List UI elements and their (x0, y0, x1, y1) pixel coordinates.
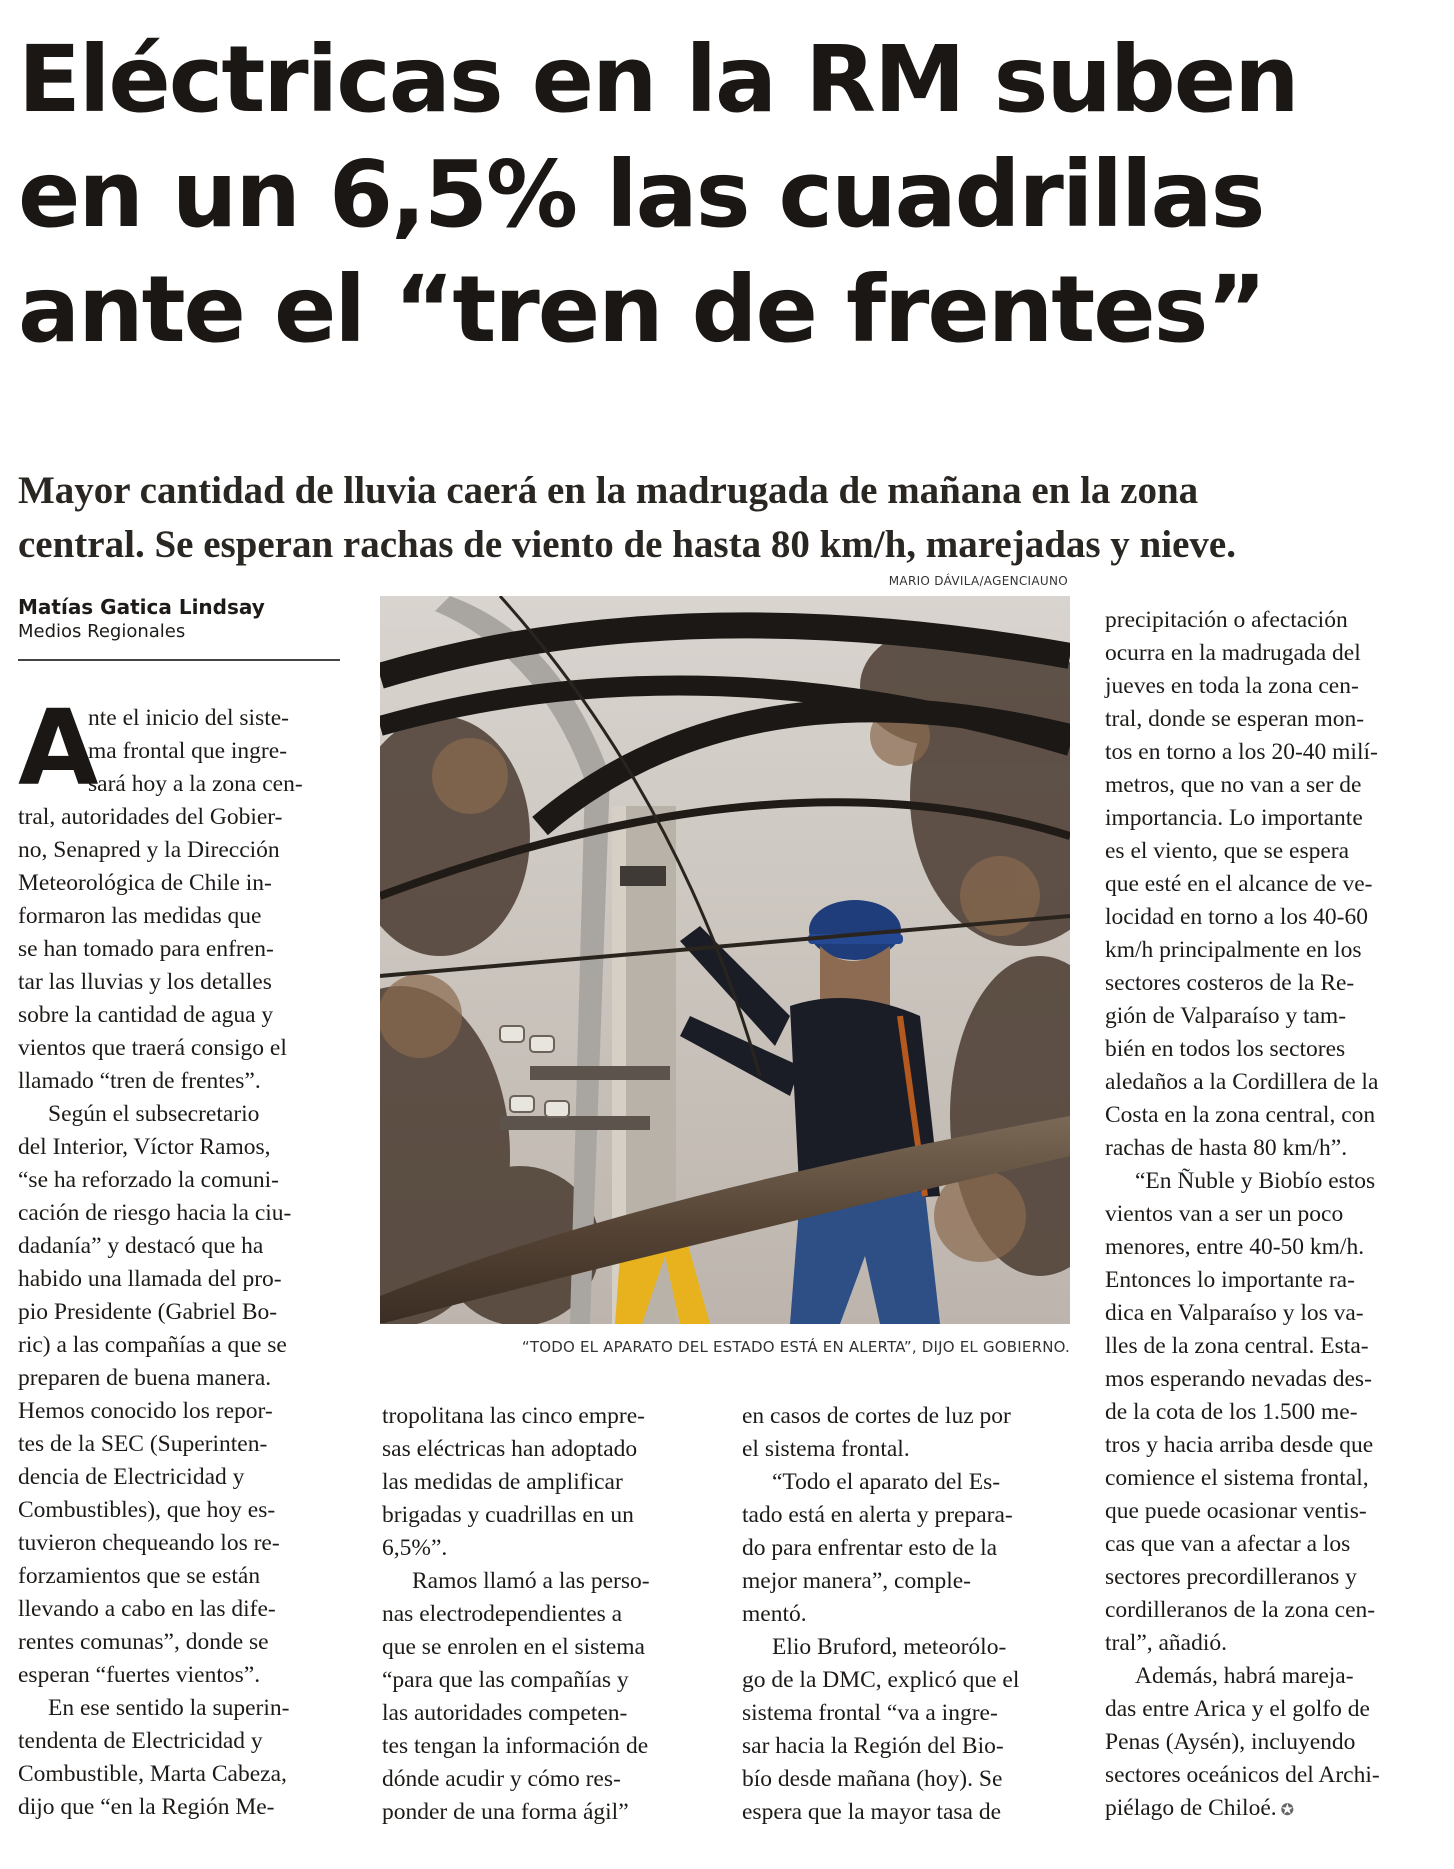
headline-line: Eléctricas en la RM suben (18, 26, 1298, 133)
article-line: jueves en toda la zona cen- (1105, 673, 1359, 699)
article-line: menores, entre 40-50 km/h. (1105, 1234, 1365, 1260)
article-line: tes tengan la información de (382, 1733, 649, 1759)
article-line: gión de Valparaíso y tam- (1105, 1003, 1347, 1029)
article-line: tar las lluvias y los detalles (18, 969, 272, 995)
article-line: tral, donde se esperan mon- (1105, 706, 1365, 732)
news-photo (380, 596, 1070, 1324)
article-line: precipitación o afectación (1105, 607, 1348, 633)
article-line: formaron las medidas que (18, 903, 262, 929)
article-line: ric) a las compañías a que se (18, 1332, 287, 1358)
article-line: Entonces lo importante ra- (1105, 1267, 1355, 1293)
article-line: sas eléctricas han adoptado (382, 1436, 638, 1462)
article-column-2 (382, 1400, 712, 1829)
deck-line: central. Se esperan rachas de viento de hasta 80 km/h, marejadas y nieve. (18, 523, 1236, 566)
article-line: Además, habrá mareja- (1135, 1663, 1354, 1689)
article-line: en casos de cortes de luz por (742, 1403, 1011, 1429)
article-line: ocurra en la madrugada del (1105, 640, 1361, 666)
article-line: es el viento, que se espera (1105, 838, 1350, 864)
article-line: metros, que no van a ser de (1105, 772, 1362, 798)
article-line: pio Presidente (Gabriel Bo- (18, 1299, 278, 1325)
article-line: Ramos llamó a las perso- (412, 1568, 650, 1594)
article-line: bién en todos los sectores (1105, 1036, 1346, 1062)
end-of-article-icon: ✪ (1276, 1802, 1295, 1819)
article-line: ponder de una forma ágil” (382, 1799, 629, 1825)
article-line: que puede ocasionar ventis- (1105, 1498, 1367, 1524)
article-line: cas que van a afectar a los (1105, 1531, 1351, 1557)
article-line: tendenta de Electricidad y (18, 1728, 263, 1754)
article-line: km/h principalmente en los (1105, 937, 1362, 963)
article-line: En ese sentido la superin- (48, 1695, 290, 1721)
article-line: forzamientos que se están (18, 1563, 261, 1589)
article-line: “se ha reforzado la comuni- (18, 1167, 279, 1193)
article-line: Costa en la zona central, con (1105, 1102, 1376, 1128)
article-column-1 (18, 702, 348, 1824)
article-line: sectores oceánicos del Archi- (1105, 1762, 1380, 1788)
article-line: go de la DMC, explicó que el (742, 1667, 1020, 1693)
article-line: dica en Valparaíso y los va- (1105, 1300, 1364, 1326)
article-line: llamado “tren de frentes”. (18, 1068, 261, 1094)
article-line: Elio Bruford, meteorólo- (772, 1634, 1007, 1660)
article-line: dijo que “en la Región Me- (18, 1794, 275, 1820)
article-line: sará hoy a la zona cen- (88, 771, 303, 797)
author-outlet: Medios Regionales (18, 621, 186, 642)
article-line: aledaños a la Cordillera de la (1105, 1069, 1379, 1095)
article-line: mentó. (742, 1601, 807, 1627)
article-line: “En Ñuble y Biobío estos (1135, 1168, 1376, 1194)
article-line: tropolitana las cinco empre- (382, 1403, 645, 1429)
article-line: del Interior, Víctor Ramos, (18, 1134, 271, 1160)
article-line: mos esperando nevadas des- (1105, 1366, 1372, 1392)
article-line: las autoridades competen- (382, 1700, 628, 1726)
article-line: esperan “fuertes vientos”. (18, 1662, 261, 1688)
article-line: piélago de Chiloé. ✪ (1105, 1795, 1295, 1821)
article-line: tado está en alerta y prepara- (742, 1502, 1013, 1528)
drop-cap: A (18, 687, 99, 809)
article-line: Meteorológica de Chile in- (18, 870, 272, 896)
article-line: Penas (Aysén), incluyendo (1105, 1729, 1356, 1755)
article-line: se han tomado para enfren- (18, 936, 274, 962)
article-line: tral”, añadió. (1105, 1630, 1228, 1656)
article-line: do para enfrentar esto de la (742, 1535, 998, 1561)
article-line: das entre Arica y el golfo de (1105, 1696, 1370, 1722)
article-line: dadanía” y destacó que ha (18, 1233, 264, 1259)
article-line: tros y hacia arriba desde que (1105, 1432, 1374, 1458)
article-line: rachas de hasta 80 km/h”. (1105, 1135, 1348, 1161)
article-line: ma frontal que ingre- (88, 738, 288, 764)
headline-line: ante el “tren de frentes” (18, 256, 1265, 363)
article-line: “para que las compañías y (382, 1667, 629, 1693)
article-line: mejor manera”, comple- (742, 1568, 972, 1594)
article-line: nte el inicio del siste- (88, 705, 290, 731)
article-line: 6,5%”. (382, 1535, 448, 1561)
article-line: nas electrodependientes a (382, 1601, 623, 1627)
article-column-3 (742, 1400, 1072, 1829)
article-line: que se enrolen en el sistema (382, 1634, 645, 1660)
article-line: “Todo el aparato del Es- (772, 1469, 1001, 1495)
article-line: importancia. Lo importante (1105, 805, 1363, 831)
article-line: sobre la cantidad de agua y (18, 1002, 274, 1028)
deck-subheadline (18, 464, 1438, 572)
article-line: tral, autoridades del Gobier- (18, 804, 283, 830)
deck-line: Mayor cantidad de lluvia caerá en la madrugada de mañana en la zona (18, 469, 1199, 512)
headline-line: en un 6,5% las cuadrillas (18, 141, 1264, 248)
article-line: Combustible, Marta Cabeza, (18, 1761, 287, 1787)
article-line: habido una llamada del pro- (18, 1266, 282, 1292)
article-line: Hemos conocido los repor- (18, 1398, 273, 1424)
article-line: bío desde mañana (hoy). Se (742, 1766, 1003, 1792)
article-line: no, Senapred y la Dirección (18, 837, 280, 863)
article-line: tos en torno a los 20-40 milí- (1105, 739, 1378, 765)
article-line: dencia de Electricidad y (18, 1464, 245, 1490)
article-line: brigadas y cuadrillas en un (382, 1502, 634, 1528)
article-line: preparen de buena manera. (18, 1365, 272, 1391)
article-line: vientos van a ser un poco (1105, 1201, 1344, 1227)
article-line: sistema frontal “va a ingre- (742, 1700, 998, 1726)
article-line: que esté en el alcance de ve- (1105, 871, 1373, 897)
photo-caption: “TODO EL APARATO DEL ESTADO ESTÁ EN ALERTA”, DIJO EL GOBIERNO. (521, 1338, 1070, 1356)
article-line: llevando a cabo en las dife- (18, 1596, 276, 1622)
article-line: el sistema frontal. (742, 1436, 910, 1462)
article-line: locidad en torno a los 40-60 (1105, 904, 1369, 930)
article-line: Combustibles), que hoy es- (18, 1497, 276, 1523)
photo-credit: MARIO DÁVILA/AGENCIAUNO (888, 574, 1068, 588)
article-line: cación de riesgo hacia la ciu- (18, 1200, 292, 1226)
headline (18, 22, 1438, 367)
article-line: vientos que traerá consigo el (18, 1035, 287, 1061)
article-line: Según el subsecretario (48, 1101, 260, 1127)
article-line: espera que la mayor tasa de (742, 1799, 1002, 1825)
article-column-4 (1105, 604, 1435, 1827)
article-line: tes de la SEC (Superinten- (18, 1431, 268, 1457)
byline (18, 594, 348, 644)
byline-divider (18, 659, 340, 661)
article-line: de la cota de los 1.500 me- (1105, 1399, 1358, 1425)
author-name: Matías Gatica Lindsay (18, 595, 265, 619)
article-line: las medidas de amplificar (382, 1469, 623, 1495)
lineworker-on-pole-illustration (380, 596, 1070, 1324)
article-line: comience el sistema frontal, (1105, 1465, 1369, 1491)
article-line: dónde acudir y cómo res- (382, 1766, 621, 1792)
article-line: tuvieron chequeando los re- (18, 1530, 280, 1556)
article-line: cordilleranos de la zona cen- (1105, 1597, 1376, 1623)
article-line: sectores precordilleranos y (1105, 1564, 1357, 1590)
article-line: rentes comunas”, donde se (18, 1629, 269, 1655)
article-line: sar hacia la Región del Bio- (742, 1733, 1004, 1759)
article-line: lles de la zona central. Esta- (1105, 1333, 1369, 1359)
article-line: sectores costeros de la Re- (1105, 970, 1355, 996)
